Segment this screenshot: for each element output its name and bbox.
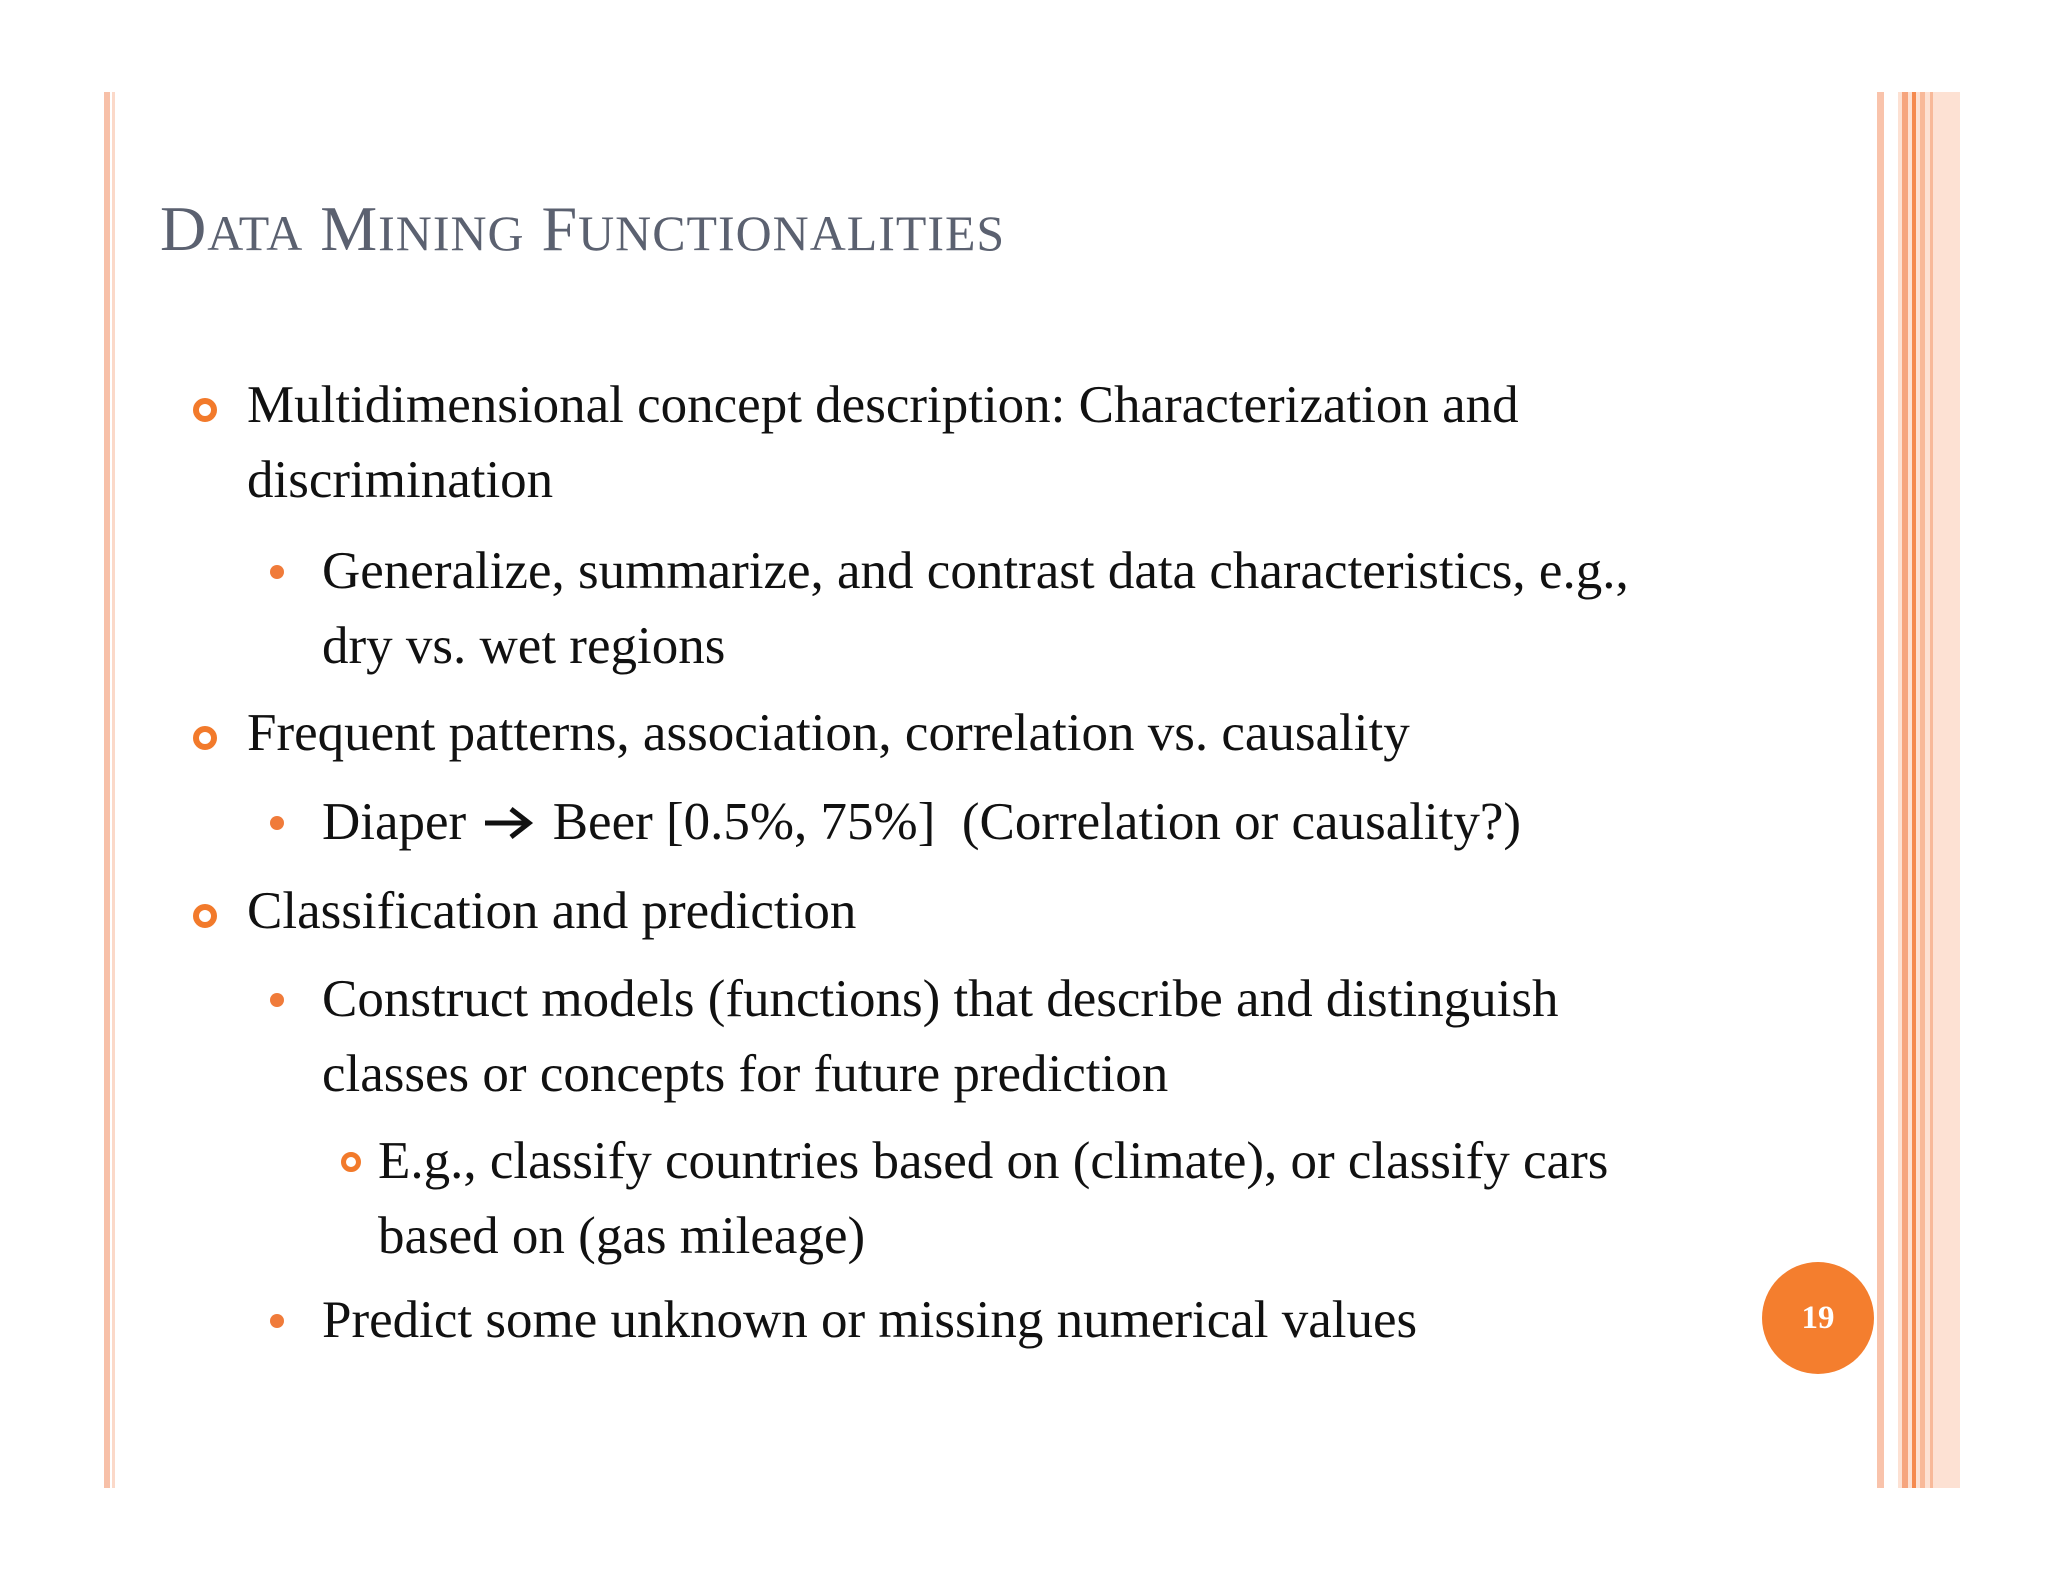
page-number: 19: [1801, 1299, 1835, 1336]
bullet-line: Frequent patterns, association, correlation vs. causality: [247, 704, 1410, 762]
bullet-level1: [247, 874, 856, 949]
bullet-line: Diaper Beer [0.5%, 75%] (Correlation or causality?): [322, 793, 1522, 851]
bullet-line: classes or concepts for future prediction: [322, 1045, 1169, 1103]
hollow-circle-bullet-icon: [193, 398, 217, 422]
bullet-level2: [322, 785, 1521, 860]
page-number-badge: [1762, 1262, 1874, 1374]
hollow-circle-bullet-icon: [341, 1152, 361, 1172]
right-decorative-rail: [1877, 92, 1884, 1488]
bullet-level3: [378, 1124, 1608, 1274]
hollow-circle-bullet-icon: [193, 904, 217, 928]
bullet-line: dry vs. wet regions: [322, 617, 726, 675]
bullet-line: Construct models (functions) that describe and distinguish: [322, 970, 1559, 1028]
bullet-line: Predict some unknown or missing numerical values: [322, 1291, 1418, 1349]
bullet-line: Generalize, summarize, and contrast data characteristics, e.g.,: [322, 542, 1629, 600]
bullet-line: Classification and prediction: [247, 882, 857, 940]
title-word: FUNCTIONALITIES: [541, 193, 1006, 264]
bullet-level2: [322, 962, 1558, 1112]
title-word: MINING: [320, 193, 525, 264]
right-decorative-rail: [1912, 92, 1916, 1488]
bullet-line: E.g., classify countries based on (climate), or classify cars: [378, 1132, 1609, 1190]
right-decorative-rail: [1920, 92, 1925, 1488]
title-word: DATA: [160, 193, 304, 264]
filled-dot-bullet-icon: [270, 1314, 284, 1328]
bullet-line: based on (gas mileage): [378, 1207, 866, 1265]
bullet-level2: [322, 1283, 1417, 1358]
left-decorative-rail-inner: [112, 92, 115, 1488]
right-decorative-rail: [1930, 92, 1933, 1488]
bullet-line: discrimination: [247, 451, 554, 509]
hollow-circle-bullet-icon: [193, 726, 217, 750]
filled-dot-bullet-icon: [270, 565, 284, 579]
filled-dot-bullet-icon: [270, 993, 284, 1007]
slide-title: [160, 192, 1005, 266]
filled-dot-bullet-icon: [270, 816, 284, 830]
right-arrow-icon: [479, 803, 539, 843]
bullet-level1: [247, 696, 1410, 771]
bullet-level2: [322, 534, 1629, 684]
left-decorative-rail: [104, 92, 110, 1488]
right-decorative-rail: [1902, 92, 1908, 1488]
bullet-line: Multidimensional concept description: Characterization and: [247, 376, 1519, 434]
bullet-level1: [247, 368, 1519, 518]
